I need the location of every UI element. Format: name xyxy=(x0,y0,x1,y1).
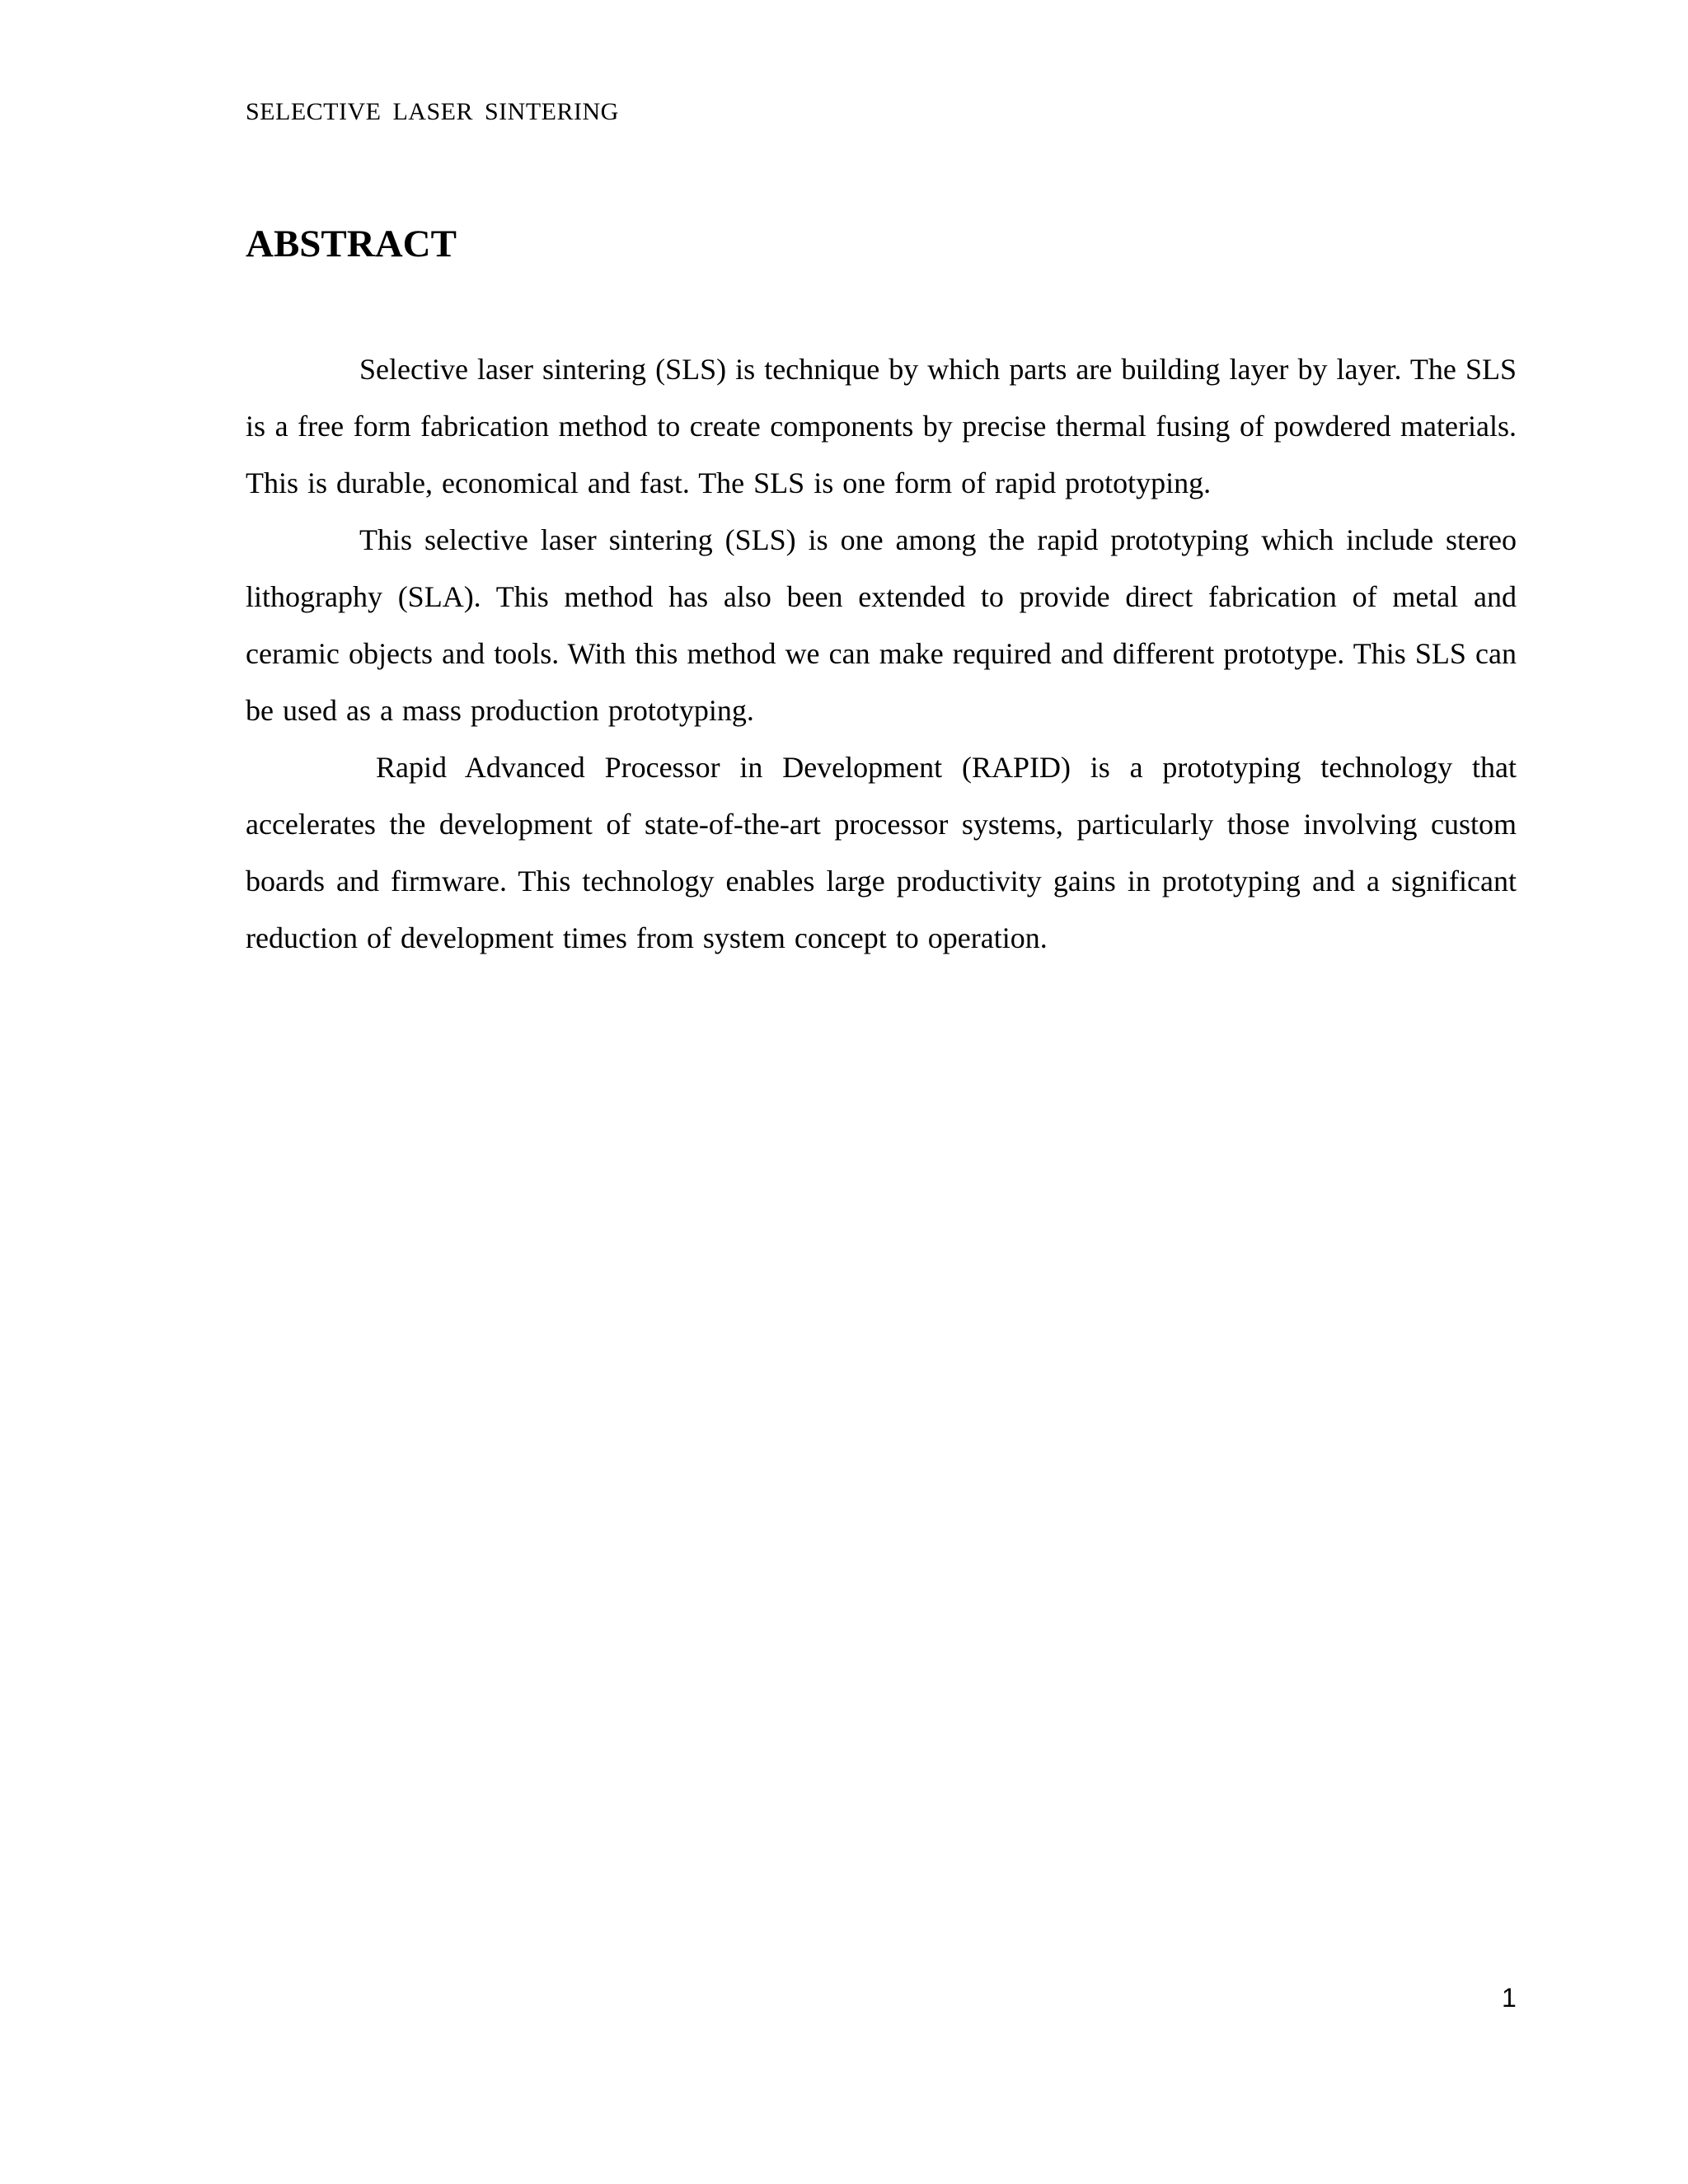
section-title: ABSTRACT xyxy=(246,223,457,265)
abstract-paragraph: Rapid Advanced Processor in Development (RAPID) is a prototyping technology that accelerates the development of state-of-the-art processor systems, particularly those involving custom boards and firmware. This technology enables large productivity gains in prototyping and a significant reduction of development times from system concept to operation. xyxy=(246,751,1517,954)
abstract-body xyxy=(246,341,1517,967)
running-header: SELECTIVE LASER SINTERING xyxy=(246,98,619,125)
abstract-paragraph: Selective laser sintering (SLS) is technique by which parts are building layer by layer. The SLS is a free form fabrication method to create components by precise thermal fusing of powdered materials. This is durable, economical and fast. The SLS is one form of rapid prototyping. xyxy=(246,353,1517,499)
page-number: 1 xyxy=(1502,1983,1517,2013)
abstract-paragraph: This selective laser sintering (SLS) is one among the rapid prototyping which include stereo lithography (SLA). This method has also been extended to provide direct fabrication of metal and ceramic objects and tools. With this method we can make required and different prototype. This SLS can be used as a mass production prototyping. xyxy=(246,523,1517,727)
